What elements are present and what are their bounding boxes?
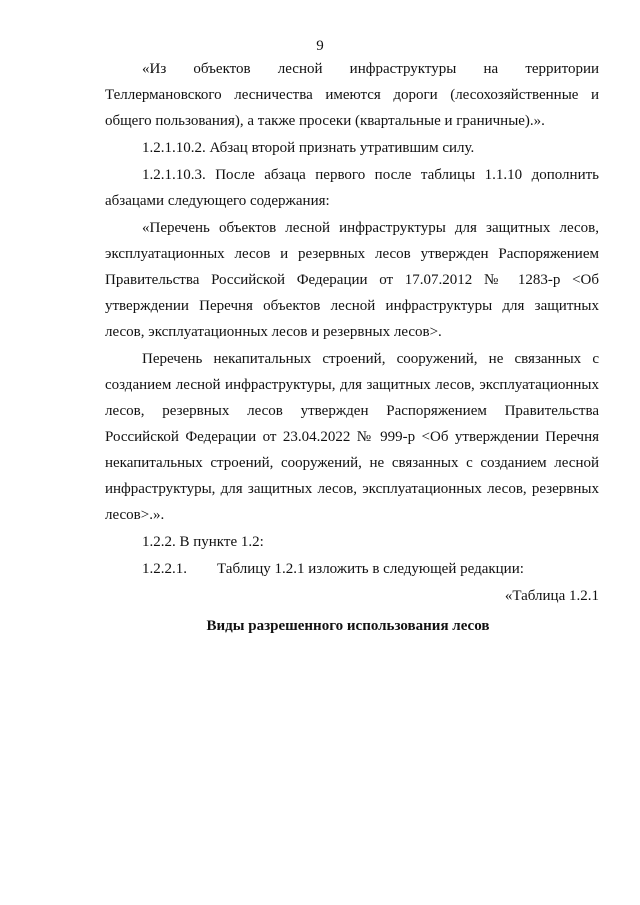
paragraph-noncapital-structures: Перечень некапитальных строений, сооружений, не связанных с созданием лесной инфраструктуры, для защитных лесов, эксплуатационных лесов, резервных лесов утвержден Распоряжением Правительства Российской Федерации от 23.04.2022 № 999-р <Об утверждении Перечня некапитальных строений, сооружений, не связанных с созданием лесной инфраструктуры, для защитных лесов, эксплуатационных лесов, резервных лесов>.». [105,351,599,523]
document-body [105,56,599,639]
table-label: «Таблица 1.2.1 [504,588,599,604]
paragraph-infrastructure-quote: «Из объектов лесной инфраструктуры на территории Теллермановского лесничества имеются дороги (лесохозяйственные и общего пользования), а также просеки (квартальные и граничные).». [105,61,599,129]
paragraph-infrastructure-list: «Перечень объектов лесной инфраструктуры для защитных лесов, эксплуатационных лесов и резервных лесов утвержден Распоряжением Правительства Российской Федерации от 17.07.2012 № 1283-р <Об утверждении Перечня объектов лесной инфраструктуры для защитных лесов, эксплуатационных лесов и резервных лесов>. [105,220,599,340]
paragraph-clause-1-2-1-10-3: 1.2.1.10.3. После абзаца первого после таблицы 1.1.10 дополнить абзацами следующего содержания: [105,167,599,209]
paragraph-clause-1-2-1-10-2: 1.2.1.10.2. Абзац второй признать утратившим силу. [142,140,475,156]
clause-number: 1.2.2.1. [142,561,187,577]
clause-text: Таблицу 1.2.1 изложить в следующей редакции: [217,561,524,577]
paragraph-clause-1-2-2-1 [105,556,599,582]
page-number: 9 [316,38,324,54]
paragraph-clause-1-2-2: 1.2.2. В пункте 1.2: [142,534,264,550]
table-title: Виды разрешенного использования лесов [206,618,490,634]
